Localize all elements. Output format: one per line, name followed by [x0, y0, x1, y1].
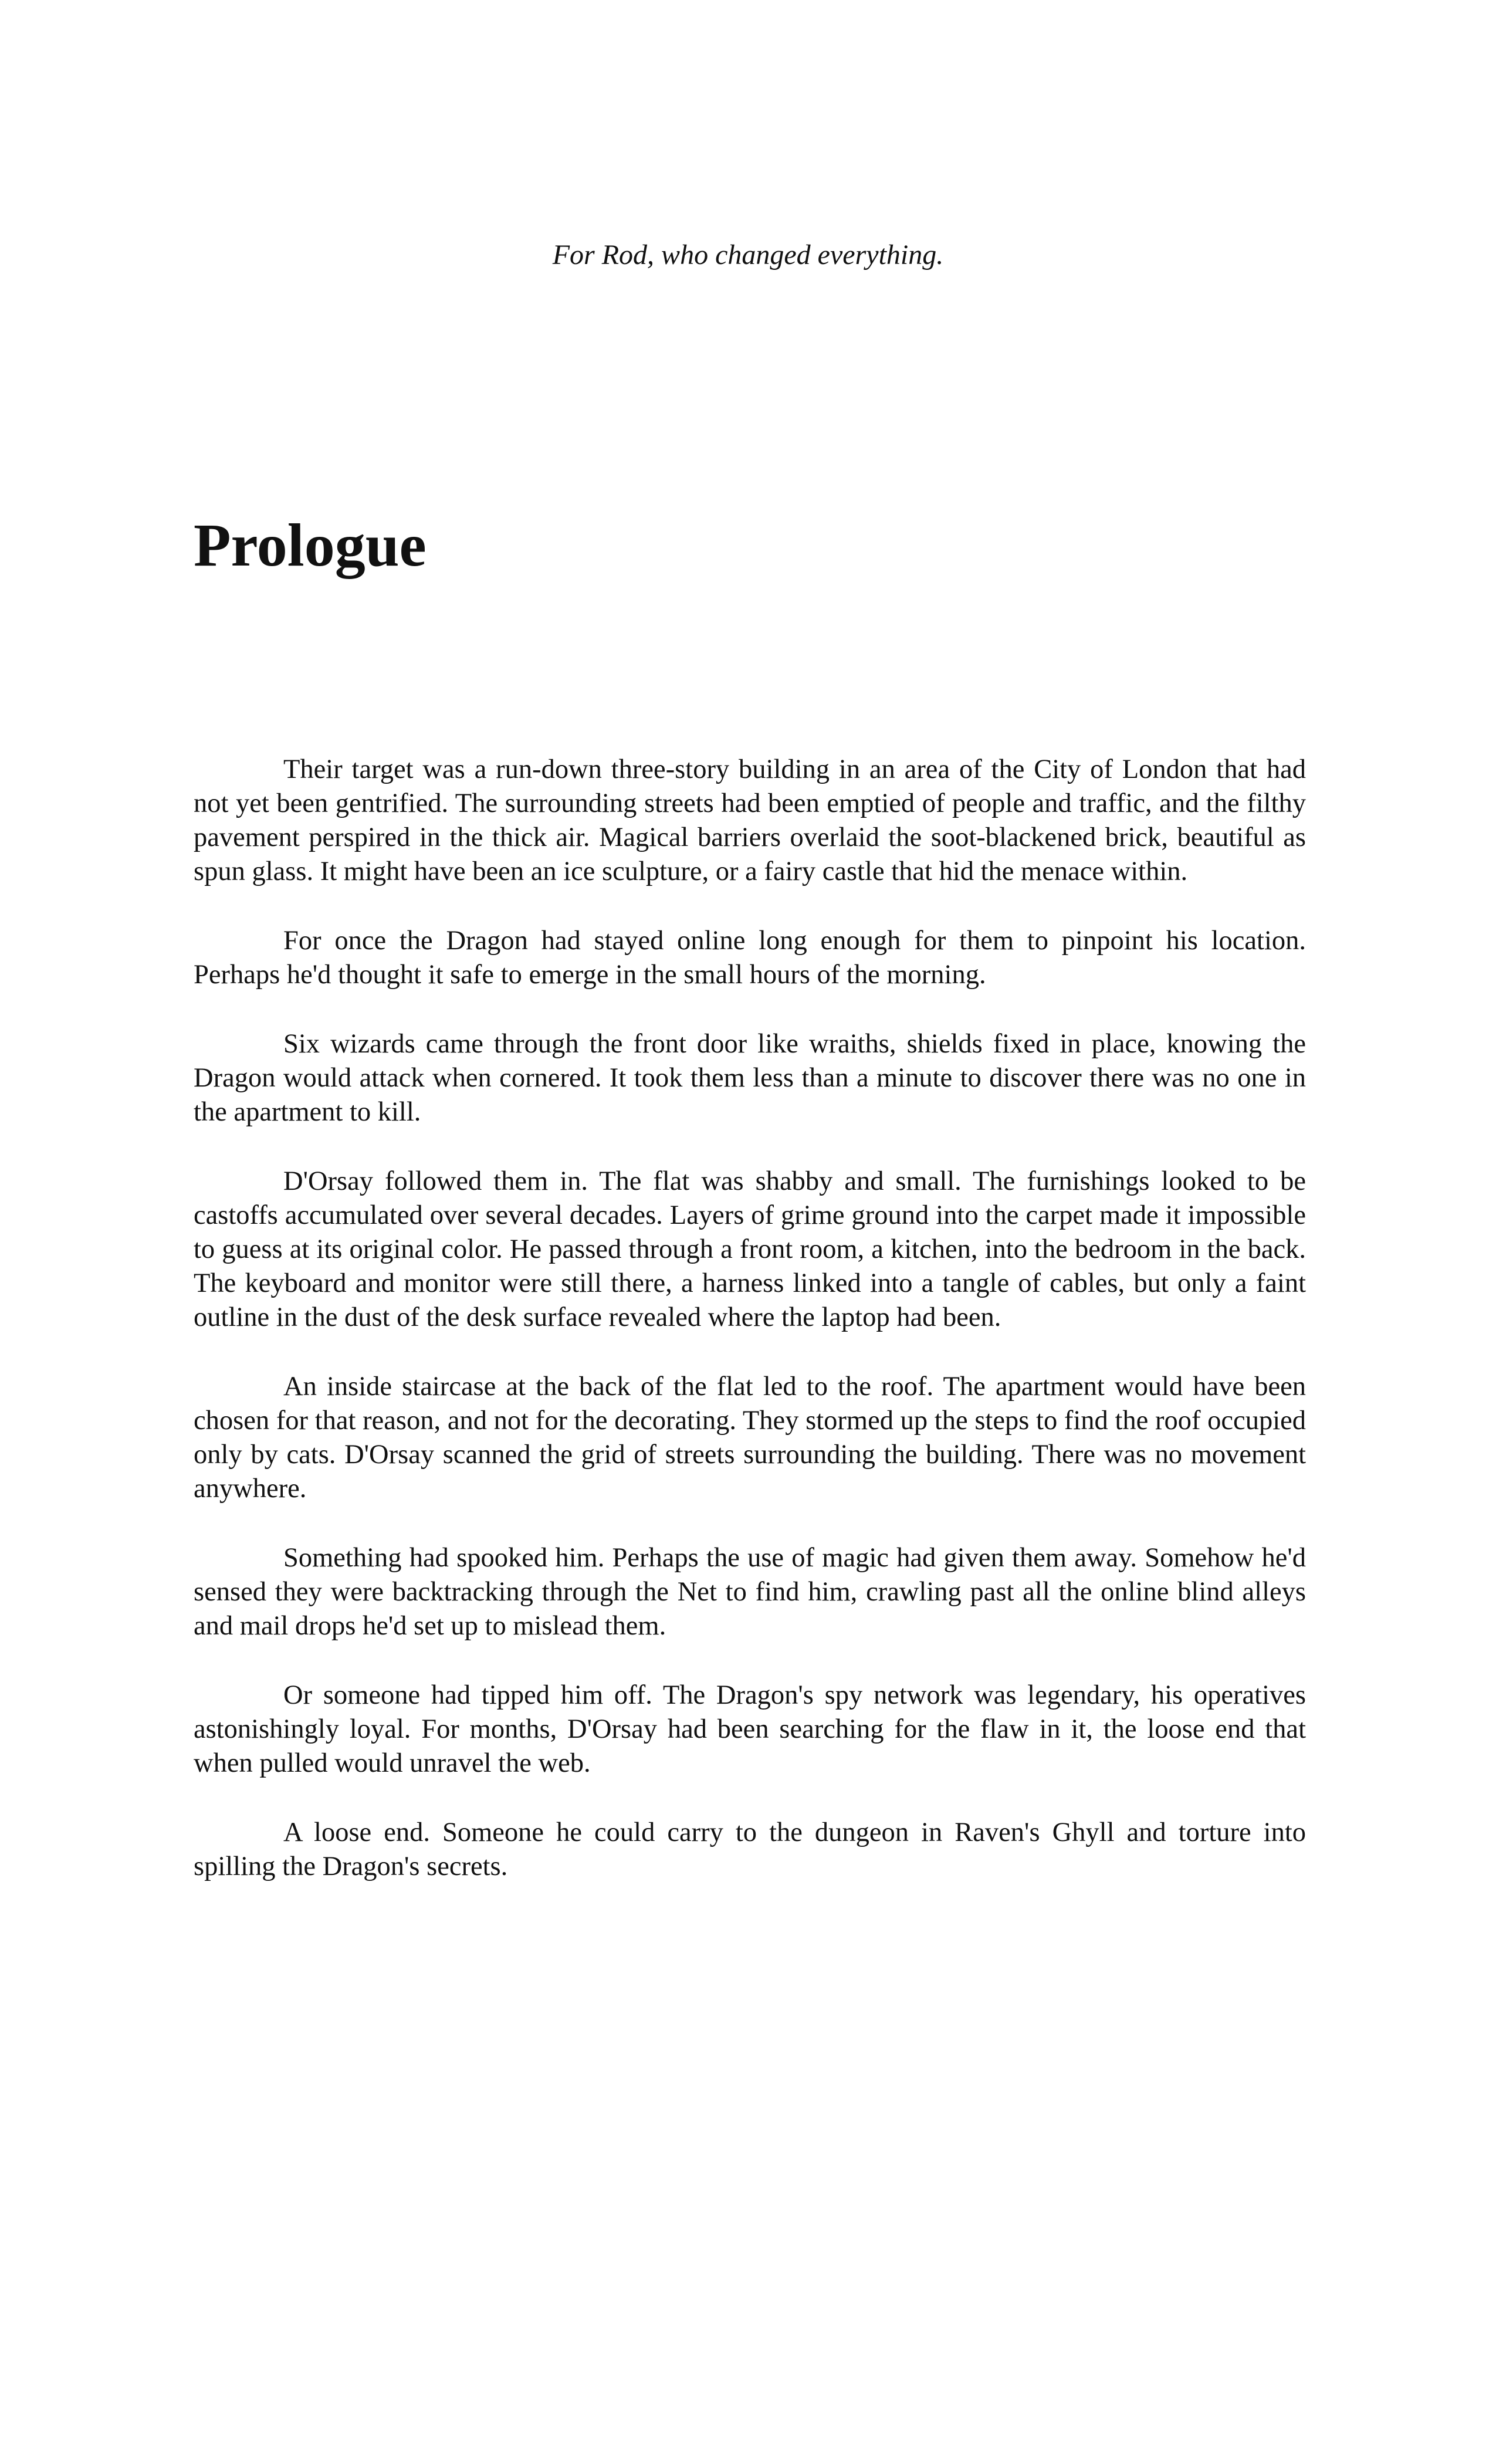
- dedication: For Rod, who changed everything.: [552, 239, 944, 270]
- paragraph: For once the Dragon had stayed online long enough for them to pinpoint his location. Perhaps he'd thought it safe to emerge in the small hours of the morning.: [194, 926, 1306, 990]
- paragraph: D'Orsay followed them in. The flat was shabby and small. The furnishings looked to be castoffs accumulated over several decades. Layers of grime ground into the carpet made it impossible to guess at its original color. He passed through a front room, a kitchen, into the bedroom in the back. The keyboard and monitor were still there, a harness linked into a tangle of cables, but only a faint outline in the dust of the desk surface revealed where the laptop had been.: [194, 1166, 1306, 1332]
- chapter-body: [194, 753, 1306, 1919]
- paragraph: An inside staircase at the back of the flat led to the roof. The apartment would have been chosen for that reason, and not for the decorating. They stormed up the steps to find the roof occupied only by cats. D'Orsay scanned the grid of streets surrounding the building. There was no movement anywhere.: [194, 1372, 1306, 1504]
- chapter-title: Prologue: [194, 512, 427, 579]
- paragraph: Something had spooked him. Perhaps the use of magic had given them away. Somehow he'd sensed they were backtracking through the Net to find him, crawling past all the online blind alleys and mail drops he'd set up to mislead them.: [194, 1543, 1306, 1641]
- paragraph: Their target was a run-down three-story building in an area of the City of London that had not yet been gentrified. The surrounding streets had been emptied of people and traffic, and the filthy pavement perspired in the thick air. Magical barriers overlaid the soot-blackened brick, beautiful as spun glass. It might have been an ice sculpture, or a fairy castle that hid the menace within.: [194, 754, 1306, 886]
- paragraph: A loose end. Someone he could carry to the dungeon in Raven's Ghyll and torture into spilling the Dragon's secrets.: [194, 1817, 1306, 1881]
- paragraph: Or someone had tipped him off. The Dragon's spy network was legendary, his operatives astonishingly loyal. For months, D'Orsay had been searching for the flaw in it, the loose end that when pulled would unravel the web.: [194, 1680, 1306, 1778]
- paragraph: Six wizards came through the front door like wraiths, shields fixed in place, knowing the Dragon would attack when cornered. It took them less than a minute to discover there was no one in the apartment to kill.: [194, 1029, 1306, 1127]
